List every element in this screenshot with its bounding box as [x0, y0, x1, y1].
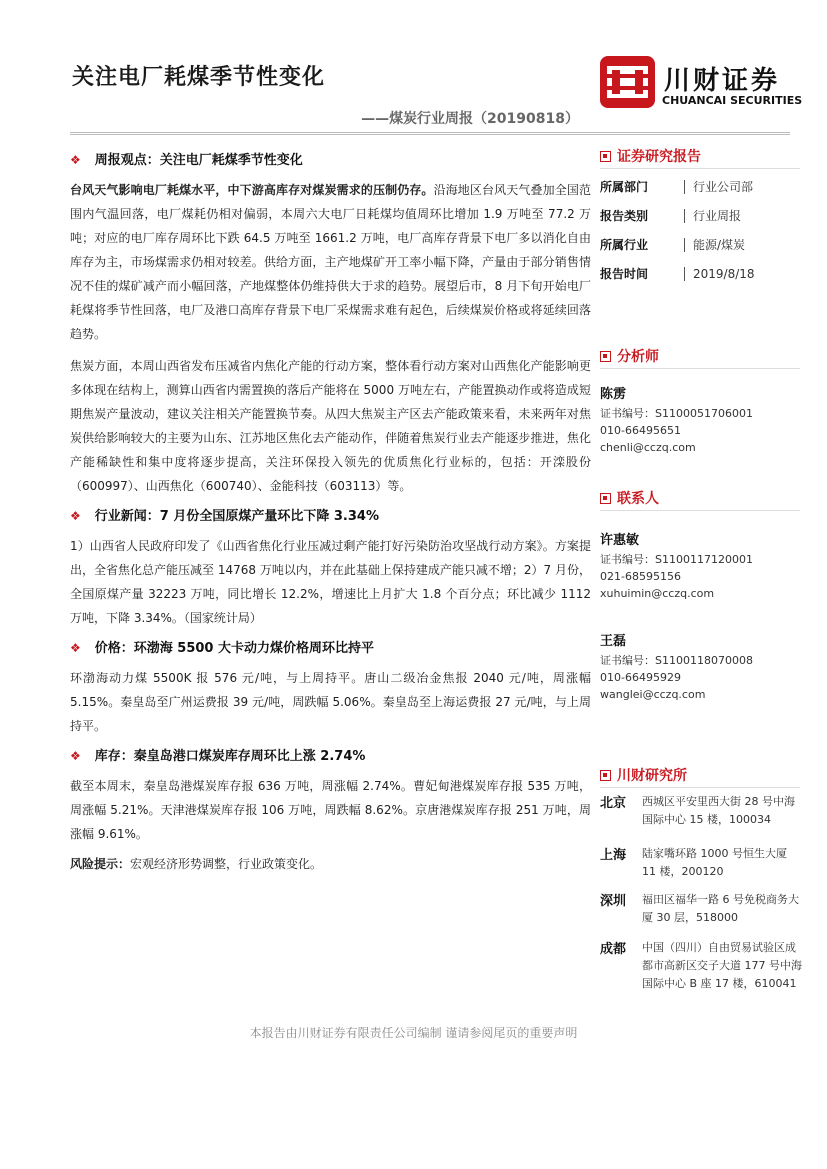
info-row-date: 报告时间 2019/8/18: [600, 267, 755, 281]
analyst-phone: 010-66495651: [600, 424, 681, 437]
office-beijing: 北京 西城区平安里西大街 28 号中海国际中心 15 楼，100034: [600, 795, 795, 826]
section-heading-price: ❖ 价格：环渤海 5500 大卡动力煤价格周环比持平: [70, 641, 374, 656]
view-body: 沿海地区台风天气叠加全国范围内气温回落，电厂煤耗仍相对偏弱，本周六大电厂日耗煤均值周环比增加 1.9 万吨至 77.2 万吨；对应的电厂库存周环比下跌 64.5 万吨至 1661.2 万吨，电厂高库存背景下电厂多以消化自由库存为主，市场煤需求仍相对较差。供给方面，主产地煤矿开工率小幅下降，产量由于部分销售情况不佳的煤矿减产而小幅回落，产地煤整体仍维持供大于求的趋势。展望后市，8 月下旬开始电厂耗煤将季节性回落，电厂及港口高库存背景下电厂采煤需求难有起色，后续煤炭价格或将延续回落趋势。: [70, 183, 591, 341]
contact-heading: 联系人: [600, 488, 800, 511]
contact-panel: [600, 488, 800, 703]
main-content: [70, 148, 591, 876]
square-bullet-icon: [600, 351, 611, 362]
risk-label: 风险提示：: [70, 857, 131, 871]
diamond-bullet-icon: ❖: [70, 509, 81, 523]
contact-email[interactable]: xuhuimin@cczq.com: [600, 587, 715, 600]
info-row-industry: 所属行业 能源/煤炭: [600, 238, 746, 252]
inventory-paragraph: 截至本周末，秦皇岛港煤炭库存报 636 万吨，周涨幅 2.74%。曹妃甸港煤炭库存报 535 万吨，周涨幅 5.21%。天津港煤炭库存报 106 万吨，周跌幅 8.62%。京唐港煤炭库存报 251 万吨，周涨幅 9.61%。: [70, 779, 591, 841]
section-heading-news: ❖ 行业新闻：7 月份全国原煤产量环比下降 3.34%: [70, 509, 379, 524]
contact-cert: 证书编号：S1100117120001: [600, 553, 753, 566]
logo-chinese: 川财证券: [664, 66, 781, 96]
section-heading-inventory: ❖ 库存：秦皇岛港口煤炭库存周环比上涨 2.74%: [70, 749, 366, 764]
logo-mark-icon: [600, 56, 655, 108]
header-divider: [70, 132, 790, 135]
risk-text: 宏观经济形势调整，行业政策变化。: [130, 857, 323, 871]
office-chengdu: 成都 中国（四川）自由贸易试验区成都市高新区交子大道 177 号中海国际中心 B 座 17 楼，610041: [600, 941, 802, 990]
view-lead-sentence: 台风天气影响电厂耗煤水平，中下游高库存对煤炭需求的压制仍存。: [70, 183, 434, 197]
analyst-heading: 分析师: [600, 346, 800, 369]
news-paragraph: 1）山西省人民政府印发了《山西省焦化行业压减过剩产能打好污染防治攻坚战行动方案》。方案提出，全省焦化总产能压减至 14768 万吨以内，并在此基础上保持建成产能只减不增；2）7 月份，全国原煤产量 32223 万吨，同比增长 12.2%，增速比上月扩大 1.8 个百分点；环比减少 1112 万吨，下降 3.34%。（国家统计局）: [70, 539, 591, 625]
view-paragraph-1: [70, 178, 591, 346]
institute-heading-wrap: [600, 765, 800, 788]
section-heading-view: ❖ 周报观点：关注电厂耗煤季节性变化: [70, 153, 303, 168]
analyst-email[interactable]: chenli@cczq.com: [600, 441, 696, 454]
company-logo: [600, 56, 803, 112]
risk-note: [70, 852, 591, 876]
logo-english: CHUANCAI SECURITIES: [662, 94, 803, 107]
contact-cert: 证书编号：S1100118070008: [600, 654, 753, 667]
analyst-panel: [600, 346, 800, 456]
contact-name: 王磊: [600, 634, 627, 649]
diamond-bullet-icon: ❖: [70, 153, 81, 167]
contact-name: 许惠敏: [600, 533, 640, 548]
square-bullet-icon: [600, 493, 611, 504]
office-shanghai: 上海 陆家嘴环路 1000 号恒生大厦 11 楼，200120: [600, 847, 787, 878]
report-subtitle: ——煤炭行业周报（20190818）: [361, 111, 579, 127]
info-row-department: 所属部门 行业公司部: [600, 180, 754, 194]
contact-phone: 021-68595156: [600, 570, 681, 583]
contact-phone: 010-66495929: [600, 671, 681, 684]
report-info-heading: 证券研究报告: [600, 146, 800, 169]
view-paragraph-2: 焦炭方面，本周山西省发布压减省内焦化产能的行动方案，整体看行动方案对山西焦化产能影响更多体现在结构上，测算山西省内需置换的落后产能将在 5000 万吨左右，产能置换动作或将造成短期焦炭产量波动，建议关注相关产能置换节奏。从四大焦炭主产区去产能政策来看，未来两年对焦炭供给影响较大的主要为山东、江苏地区焦化去产能动作，伴随着焦炭行业去产能逐步推进，焦化产能稀缺性和集中度将逐步提高，关注环保投入领先的优质焦化行业标的，包括：开滦股份（600997）、山西焦化（600740）、金能科技（603113）等。: [70, 359, 591, 493]
analyst-cert: 证书编号：S1100051706001: [600, 407, 753, 420]
footer-disclaimer: 本报告由川财证券有限责任公司编制 谨请参阅尾页的重要声明: [249, 1026, 578, 1040]
diamond-bullet-icon: ❖: [70, 641, 81, 655]
info-row-category: 报告类别 行业周报: [600, 209, 742, 223]
office-shenzhen: 深圳 福田区福华一路 6 号免税商务大厦 30 层，518000: [600, 893, 799, 924]
contact-email[interactable]: wanglei@cczq.com: [600, 688, 706, 701]
price-paragraph: 环渤海动力煤 5500K 报 576 元/吨，与上周持平。唐山二级冶金焦报 2040 元/吨，周涨幅 5.15%。秦皇岛至广州运费报 39 元/吨，周跌幅 5.06%。秦皇岛至上海运费报 27 元/吨，与上周持平。: [70, 671, 591, 733]
report-info-panel: [600, 146, 800, 289]
analyst-name: 陈雳: [600, 387, 627, 402]
square-bullet-icon: [600, 151, 611, 162]
institute-heading: 川财研究所: [600, 765, 800, 788]
report-title: 关注电厂耗煤季节性变化: [72, 65, 326, 90]
diamond-bullet-icon: ❖: [70, 749, 81, 763]
square-bullet-icon: [600, 770, 611, 781]
